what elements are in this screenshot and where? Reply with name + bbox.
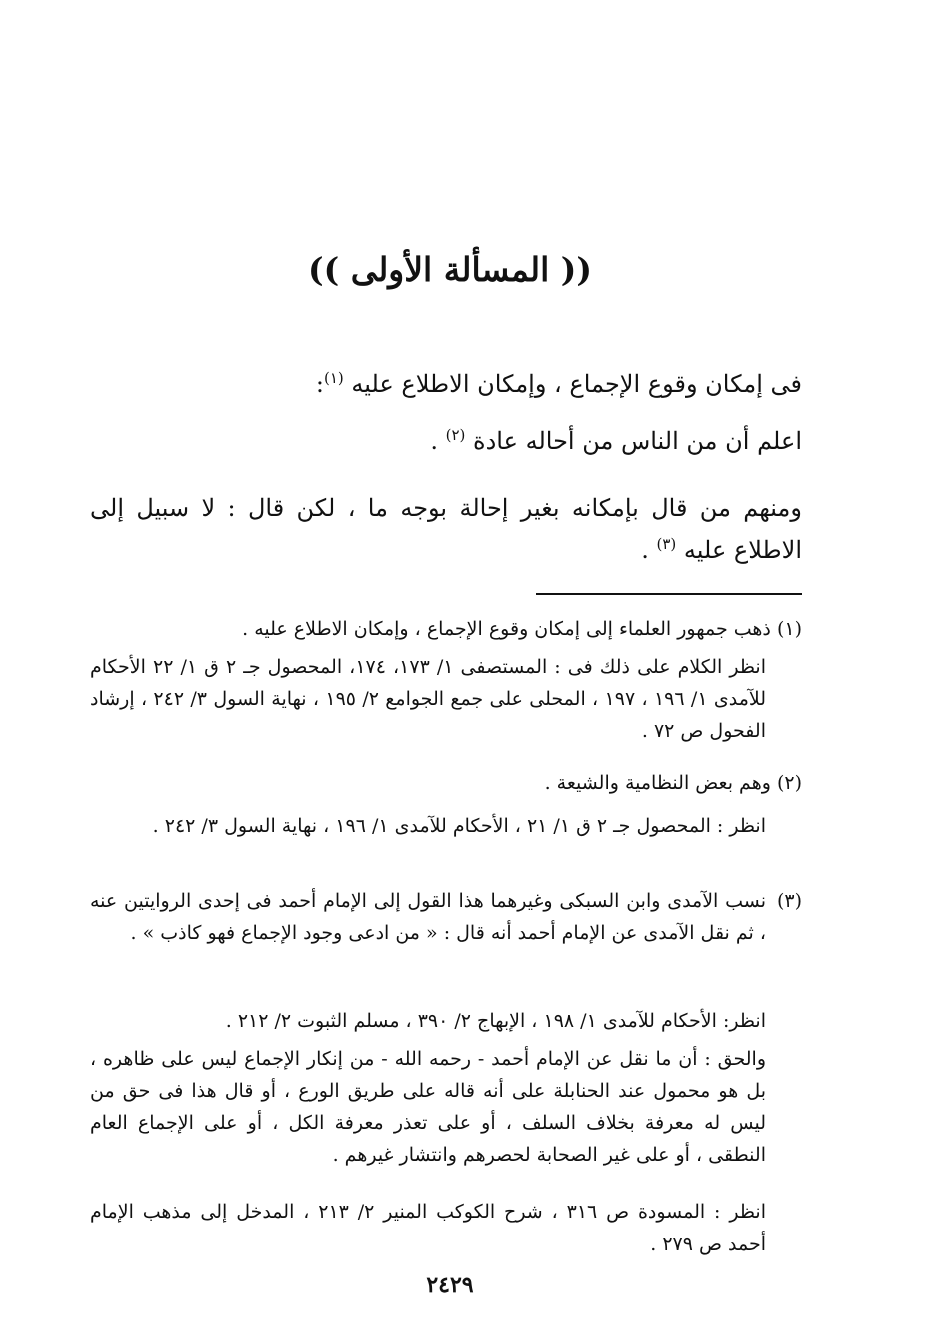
footnote-ref-3: (٣): [656, 535, 677, 553]
footnote-1: [90, 613, 802, 645]
footnote-2-number: (٢): [776, 772, 802, 794]
footnote-divider: [536, 593, 802, 595]
body-paragraph-3: [90, 487, 802, 571]
body-line-1: [90, 370, 802, 398]
body-line-1-end: :: [315, 370, 324, 398]
footnote-ref-1: (١): [323, 369, 344, 387]
body-line-2-text: اعلم أن من الناس من أحاله عادة: [473, 427, 802, 455]
footnote-2-references: انظر : المحصول جـ ٢ ق ١/ ٢١ ، الأحكام للآمدى ١/ ١٩٦ ، نهاية السول ٣/ ٢٤٢ .: [152, 815, 766, 837]
body-paragraph-3-end: .: [641, 536, 649, 564]
footnote-1-number: (١): [776, 618, 802, 640]
footnote-3-references-2: انظر : المسودة ص ٣١٦ ، شرح الكوكب المنير ٢/ ٢١٣ ، المدخل إلى مذهب الإمام أحمد ص ٢٧٩ .: [90, 1201, 766, 1255]
body-line-2-end: .: [430, 427, 438, 455]
footnote-3-paragraph: والحق : أن ما نقل عن الإمام أحمد - رحمه الله - من إنكار الإجماع ليس على ظاهره ، بل هو محمول عند الحنابلة على أنه قاله على طريق الورع ، أو قال هذا فى حق من ليس له معرفة بخلاف السلف ، أو على تعذر معرفة الكل ، أو على الإجماع العام النطقى ، أو على غير الصحابة لحصرهم وانتشار غيرهم .: [90, 1048, 766, 1166]
footnote-2-text: وهم بعض النظامية والشيعة .: [544, 772, 771, 794]
footnote-3-number: (٣): [776, 890, 802, 912]
footnote-1-text: ذهب جمهور العلماء إلى إمكان وقوع الإجماع ، وإمكان الاطلاع عليه .: [242, 618, 771, 640]
footnote-ref-2: (٢): [445, 426, 466, 444]
footnote-1-references: انظر الكلام على ذلك فى : المستصفى ١/ ١٧٣، ١٧٤، المحصول جـ ٢ ق ١/ ٢٢ الأحكام للآمدى ١/ ١٩٦ ، ١٩٧ ، المحلى على جمع الجوامع ٢/ ١٩٥ ، نهاية السول ٣/ ٢٤٢ ، إرشاد الفحول ص ٧٢ .: [90, 656, 767, 742]
body-paragraph-3-text: ومنهم من قال بإمكانه بغير إحالة بوجه ما ، لكن قال : لا سبيل إلى الاطلاع عليه: [90, 494, 802, 564]
page-number: ٢٤٢٩: [426, 1272, 474, 1298]
body-line-2: [90, 427, 802, 455]
footnote-3-text: نسب الآمدى وابن السبكى وغيرهما هذا القول إلى الإمام أحمد فى إحدى الروايتين عنه ، ثم نقل الآمدى عن الإمام أحمد أنه قال : « من ادعى وجود الإجماع فهو كاذب » .: [90, 890, 766, 944]
body-line-1-text: فى إمكان وقوع الإجماع ، وإمكان الاطلاع عليه: [351, 370, 802, 398]
section-title: (( المسألة الأولى )): [308, 250, 592, 289]
footnote-3-references-1: انظر: الأحكام للآمدى ١/ ١٩٨ ، الإبهاج ٢/ ٣٩٠ ، مسلم الثبوت ٢/ ٢١٢ .: [225, 1010, 766, 1032]
footnote-2: [90, 767, 802, 799]
